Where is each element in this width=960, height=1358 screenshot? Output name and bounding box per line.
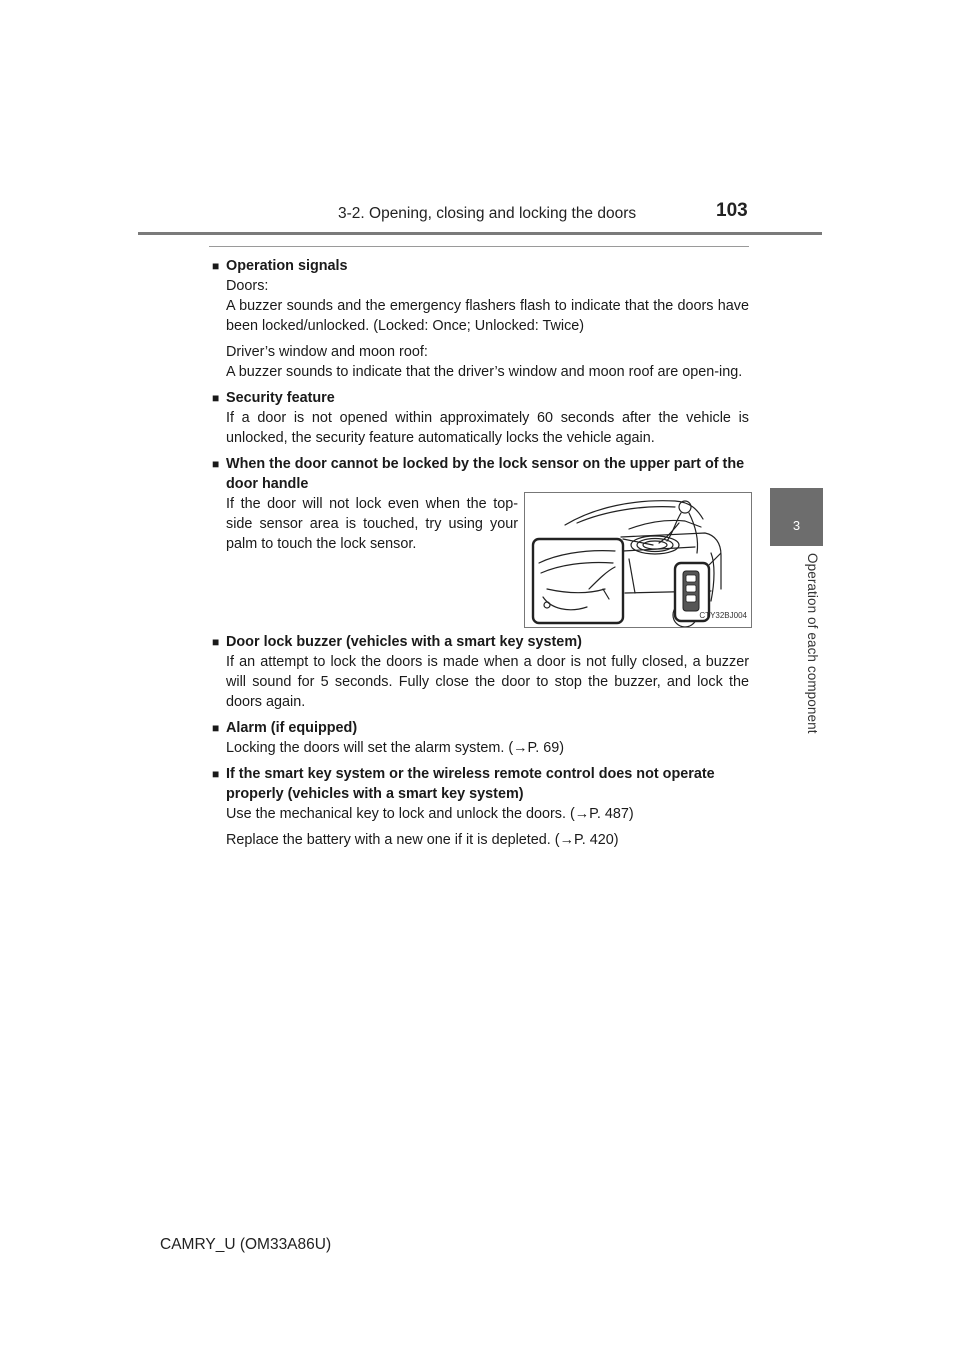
- section-heading: ■ Door lock buzzer (vehicles with a smart key system): [212, 634, 582, 650]
- paragraph: [212, 408, 749, 448]
- car-door-lock-sensor-illustration: [524, 492, 752, 628]
- square-bullet-icon: ■: [212, 259, 220, 273]
- paragraph-text: A buzzer sounds to indicate that the driver’s window and moon roof are open-ing.: [226, 364, 743, 380]
- paragraph-text: A buzzer sounds and the emergency flashers flash to indicate that the doors have been locked/unlocked. (Locked: Once; Unlocked: Twice): [226, 298, 749, 334]
- square-bullet-icon: ■: [212, 391, 220, 405]
- square-bullet-icon: ■: [212, 635, 220, 649]
- footer-model-code: CAMRY_U (OM33A86U): [160, 1236, 332, 1253]
- content: [212, 256, 749, 856]
- chapter-number: 3: [792, 518, 801, 533]
- paragraph-label: Doors:: [226, 278, 269, 294]
- header-rule: [138, 232, 822, 235]
- section-heading: ■ Security feature: [212, 390, 335, 406]
- section-heading: ■ When the door cannot be locked by the lock sensor on the upper part of the door handle: [212, 456, 745, 492]
- figure-row: [212, 494, 749, 626]
- figure-caption-text: If the door will not lock even when the top-side sensor area is touched, try using your palm to touch the lock sensor.: [226, 496, 518, 552]
- page-number: 103: [716, 200, 748, 221]
- section-rule: [209, 246, 749, 247]
- square-bullet-icon: ■: [212, 457, 220, 471]
- paragraph-text: Locking the doors will set the alarm system. (→P. 69): [226, 740, 565, 756]
- square-bullet-icon: ■: [212, 767, 220, 781]
- paragraph-text: Replace the battery with a new one if it is depleted. (→P. 420): [226, 832, 619, 848]
- section-heading: ■ If the smart key system or the wireless remote control does not operate properly (vehicles with a smart key system): [212, 766, 715, 802]
- header-section-title: 3-2. Opening, closing and locking the doors: [338, 205, 637, 222]
- paragraph-text: If an attempt to lock the doors is made when a door is not fully closed, a buzzer will sound for 5 seconds. Fully close the door to stop the buzzer, and lock the doors again.: [226, 654, 749, 710]
- section-operation-signals: [212, 256, 749, 382]
- paragraph: [212, 804, 749, 824]
- section-door-lock-buzzer: [212, 632, 749, 712]
- paragraph: [212, 830, 749, 850]
- paragraph-text: Use the mechanical key to lock and unlock the doors. (→P. 487): [226, 806, 634, 822]
- section-smart-key-fault: [212, 764, 749, 850]
- paragraph-text: If a door is not opened within approximately 60 seconds after the vehicle is unlocked, the security feature automatically locks the vehicle again.: [226, 410, 749, 446]
- section-heading: ■ Alarm (if equipped): [212, 720, 358, 736]
- chapter-tab: [770, 488, 823, 546]
- paragraph: [212, 652, 749, 712]
- square-bullet-icon: ■: [212, 721, 220, 735]
- paragraph: [212, 276, 749, 336]
- section-alarm: [212, 718, 749, 758]
- paragraph: [212, 738, 749, 758]
- section-lock-sensor: [212, 454, 749, 626]
- section-security-feature: [212, 388, 749, 448]
- figure-code: CTY32BJ004: [699, 611, 747, 620]
- paragraph: [212, 342, 749, 382]
- chapter-title: Operation of each component: [805, 553, 820, 734]
- section-heading: ■ Operation signals: [212, 258, 348, 274]
- paragraph-label: Driver’s window and moon roof:: [226, 344, 428, 360]
